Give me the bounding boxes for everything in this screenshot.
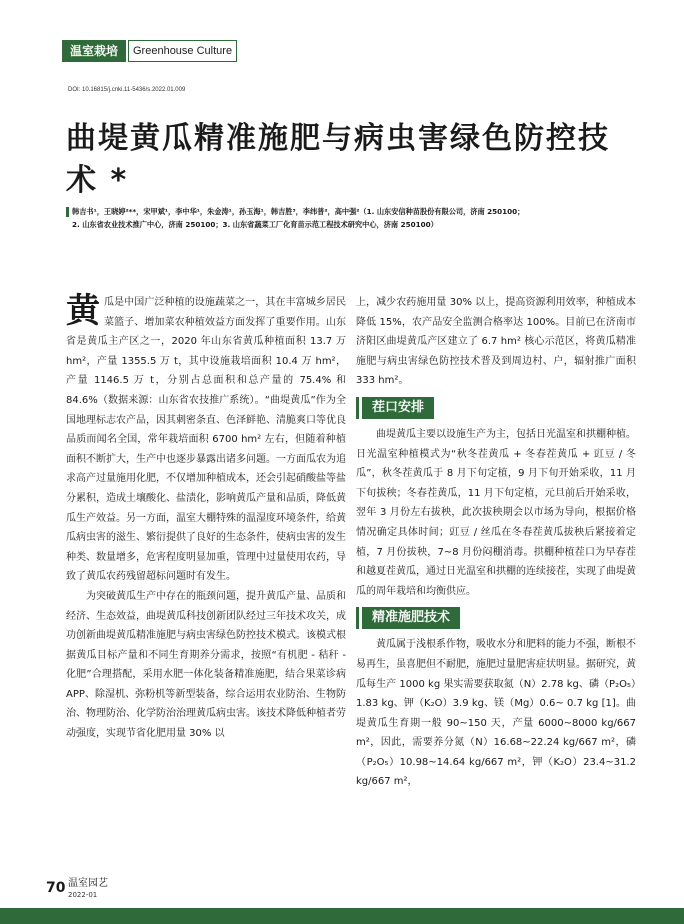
header-tag-en: Greenhouse Culture <box>128 40 237 62</box>
section-header <box>62 40 234 62</box>
section-heading-fertilization: 精准施肥技术 <box>362 607 460 629</box>
accent-bar <box>66 207 69 217</box>
page-number: 70 <box>46 880 66 896</box>
drop-cap: 黄 <box>66 291 100 331</box>
body-paragraph: 曲堤黄瓜主要以设施生产为主，包括日光温室和拱棚种植。日光温室种植模式为“秋冬茬黄瓜 + 冬春茬黄瓜 + 豇豆 / 冬瓜”，秋冬茬黄瓜于 8 月下旬定植，9 月下旬开始采收，11 月下旬拔秧；冬春茬黄瓜，11 月下旬定植，元旦前后开始采收，翌年 3 月份左右拔秧，此次拔秧期会以市场为导向，根据价格情况确定具体时间；豇豆 / 丝瓜在冬春茬黄瓜拔秧后紧接着定植，7 月份拔秧，7~8 月份闷棚消毒。拱棚种植茬口为早春茬和越夏茬黄瓜，通过日光温室和拱棚的连续接茬，实现了曲堤黄瓜的周年栽培和均衡供应。 <box>356 428 636 597</box>
page-footer <box>0 876 684 924</box>
authors-line-1: 韩吉书¹，王晓婷²**，宋甲斌¹，李中华¹，朱金涛¹，孙玉海¹，韩吉胜³，李纬普²，高中强²（1. 山东安信种苗股份有限公司，济南 250100； <box>66 205 626 218</box>
journal-issue: 2022-01 <box>68 891 98 899</box>
header-tag-cn: 温室栽培 <box>62 40 126 62</box>
intro-paragraph: 黄瓜是中国广泛种植的设施蔬菜之一，其在丰富城乡居民菜篮子、增加菜农种植效益方面发挥了重要作用。山东省是黄瓜主产区之一，2020 年山东省黄瓜种植面积 13.7 万 hm²，产量 1355.5 万 t，其中设施栽培面积 10.4 万 hm²，产量 1146.5 万 t，分别占总面积和总产量的 75.4% 和 84.6%（数据来源：山东省农技推广系统）。“曲堤黄瓜”作为全国地理标志农产品，因其刺密条直、色泽鲜艳、清脆爽口等优良品质而闻名全国，常年栽培面积 6700 hm² 左右，但随着种植面积不断扩大，生产中也逐步暴露出诸多问题。一方面瓜农为追求高产过量施用化肥，不仅增加种植成本，还会引起硝酸盐等盐分累积，造成土壤酸化、盐渍化，影响黄瓜产量和品质，降低黄瓜生产效益。另一方面，温室大棚特殊的温湿度环境条件，给黄瓜病虫害的滋生、繁衍提供了良好的生态条件，使病虫害的发生种类、数量增多，危害程度明显加重，管理中过量使用农药，导致了黄瓜农药残留超标问题时有发生。 <box>66 291 346 583</box>
body-paragraph: 上，减少农药施用量 30% 以上，提高资源利用效率，种植成本降低 15%，农产品安全监测合格率达 100%。目前已在济南市济阳区曲堤黄瓜产区建立了 6.7 hm² 核心示范区，将黄瓜精准施肥与病虫害绿色防控技术普及到周边村、户，辐射推广面积 333 hm²。 <box>356 297 636 387</box>
body-paragraph: 为突破黄瓜生产中存在的瓶颈问题，提升黄瓜产量、品质和经济、生态效益，曲堤黄瓜科技创新团队经过三年技术攻关，成功创新曲堤黄瓜精准施肥与病虫害绿色防控技术模式。该模式根据黄瓜目标产量和不同生育期养分需求，按照“有机肥 - 秸秆 - 化肥”合理搭配，采用水肥一体化装备精准施肥，结合果菜诊病 APP、除湿机、弥粉机等新型装备，综合运用农业防治、生物防治、物理防治、化学防治治理黄瓜病虫害。该技术降低种植者劳动强度，实现节省化肥用量 30% 以 <box>66 590 346 740</box>
doi-text: DOI: 10.16815/j.cnki.11-5436/s.2022.01.009 <box>68 87 186 93</box>
authors-line-2: 2. 山东省农业技术推广中心，济南 250100；3. 山东省蔬菜工厂化育苗示范工程技术研究中心，济南 250100） <box>72 220 438 229</box>
authors-block <box>66 205 626 231</box>
left-column <box>66 293 346 744</box>
section-heading-crop-arrangement: 茬口安排 <box>362 397 434 419</box>
footer-bar <box>0 908 684 924</box>
right-column <box>356 293 636 792</box>
journal-name: 温室园艺 <box>68 878 108 889</box>
body-paragraph: 黄瓜属于浅根系作物，吸收水分和肥料的能力不强，断根不易再生，虽喜肥但不耐肥，施肥过量肥害症状明显。据研究，黄瓜每生产 1000 kg 果实需要获取氮（N）2.78 kg、磷（P₂O₅）1.83 kg、钾（K₂O）3.9 kg、镁（Mg）0.6~ 0.7 kg [1]。曲堤黄瓜生育期一般 90~150 天，产量 6000~8000 kg/667 m²，因此，需要养分氮（N）16.68~22.24 kg/667 m²，磷（P₂O₅）10.98~14.64 kg/667 m²，钾（K₂O）23.4~31.2 kg/667 m²， <box>356 639 636 788</box>
article-title: 曲堤黄瓜精准施肥与病虫害绿色防控技术 * <box>66 121 610 198</box>
